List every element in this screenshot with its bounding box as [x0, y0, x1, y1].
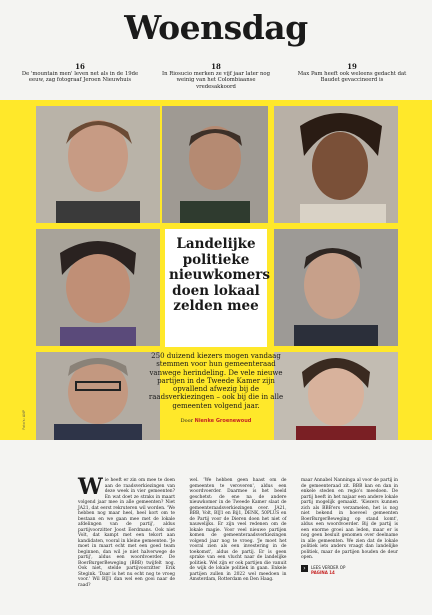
article-column-1	[78, 474, 175, 588]
continue-label: LEES VERDER OP	[311, 564, 346, 570]
portrait-image	[36, 229, 160, 346]
teaser[interactable]	[20, 64, 140, 90]
teaser-text: De 'mountain men' leven net als in de 19de eeuw, zag fotograaf Jeroen Nieuwhuis	[21, 71, 139, 84]
article-column-3	[301, 478, 398, 588]
teaser-page-number: 19	[347, 62, 357, 71]
dropcap: W	[78, 474, 103, 500]
portrait-photo	[162, 106, 268, 223]
headline-box	[165, 229, 270, 347]
portrait-photo	[274, 106, 398, 223]
article-column-2	[190, 478, 287, 588]
portrait-image	[36, 352, 160, 440]
portrait-image	[274, 229, 398, 346]
teaser[interactable]	[292, 64, 412, 90]
teaser-row	[20, 64, 412, 90]
byline-author: Nienke Groenewoud	[194, 418, 252, 424]
portrait-image	[36, 106, 160, 223]
portrait-photo	[274, 229, 398, 346]
teaser-text: Max Pam heeft ook weleens gedacht dat Baudet gevaccineerd is	[297, 71, 407, 84]
teaser-text: In Riosucio merken ze vijf jaar later nog weinig van het Colombiaanse vredesakkoord	[162, 71, 270, 90]
portrait-image	[274, 352, 398, 440]
lede-text: 250 duizend kiezers mogen vandaag stemmen voor hun gemeenteraad vanwege herindeling. De vele nieuwe partijen in de Tweede Kamer zijn opvallend afwezig bij de raadsverkiezingen – ook bij die in alle gemeenten volgend jaar.	[148, 352, 284, 410]
portrait-photo	[36, 352, 160, 440]
masthead-title: Woensdag	[124, 8, 308, 47]
continue-reading-link[interactable]	[301, 565, 398, 576]
portrait-photo	[36, 229, 160, 346]
column-text: wel. 'We hebben geen haast om de gemeenten te veroveren', aldus een woordvoerder. Daarmee is het beeld geschetst: de ene na de andere nieuwkomer in de Tweede Kamer slaat de gemeenteraadsverkiezingen over. JA21, BBB, Volt, BIJ1 en Bij1, DENK, 50PLUS en de Partij voor de Dieren doen het niet of nauwelijks. Er zijn veel redenen om de lokale magie. Voor veel nieuwe partijen komen de gemeenteraadsverkiezingen volgend jaar nog te vroeg. 'Je moet het vooral zien als een investering in de toekomst', aldus de partij. Er is geen sprake van een vlucht naar de landelijke politiek. Wel zijn er ook partijen die vanuit de wijk de lokale politiek in gaan. Enkele partijen zullen in 2022 wel meedoen in Amsterdam, Rotterdam en Den Haag.	[189, 478, 287, 582]
photo-credit: Foto's: ANP	[22, 410, 26, 430]
portrait-image	[274, 106, 398, 223]
teaser-page-number: 18	[211, 62, 221, 71]
arrow-right-icon: ›	[301, 565, 308, 572]
byline	[148, 418, 284, 424]
column-text: ie heeft er zin om mee te doen aan de raadsverkiezingen van deze week in vier gemeenten? En wat doet ze straks in maart volgend jaar mee in alle gemeenten? Niet JA21, dat eerst rekruteren wil worden. 'We hebben nog maar heel, heel kort om te bestaan en we gaan mee met de lokale afdelingen van de partij', aldus partijvoorzitter Joost Eerdmans. Ook niet Volt, dat kampt met een tekort aan kandidaten, vooral in kleine gemeenten. 'Je moet in maart echt met een goed team beginnen, dan wil je niet halverwege de partij', aldus een woordvoerder. De BoerBurgerBeweging (BBB) twijfelt nog. Ook niet, stelde partijvoorzitter Erik Stegink. 'Daar is het nu echt nog te vroeg voor.' Wil BIJ1 dan wel een gooi naar de raad?	[78, 478, 175, 588]
column-text: maar Annabel Nanninga al voor de partij in de gemeenteraad zit. BBB kan en dan in enkele steden en regio's meedoen. De partij heeft in het najaar een andere lokale partij mogelijk gemaakt. 'Kiezers kunnen zich als BBB'ers verzamelen, het is nog niet bekend in hoeveel gemeenten BoerBurgerBeweging op stand komt', aldus een woordvoerder. Bij de partij is een enorme groei aan leden, maar er is nog geen besluit genomen over deelname in alle gemeenten. We zien dat de lokale politiek iets anders vraagt dan landelijke politiek, maar de partijen houden de deur open.	[301, 478, 398, 560]
portrait-image	[162, 106, 268, 223]
continue-page: PAGINA 14	[311, 570, 335, 575]
byline-prefix: Door	[180, 418, 194, 424]
portrait-photo	[274, 352, 398, 440]
portrait-photo	[36, 106, 160, 223]
headline: Landelijke politieke nieuwkomers doen lokaal zelden mee	[169, 236, 270, 314]
article-body	[78, 474, 398, 588]
teaser-page-number: 16	[75, 62, 85, 71]
teaser[interactable]	[156, 64, 276, 90]
